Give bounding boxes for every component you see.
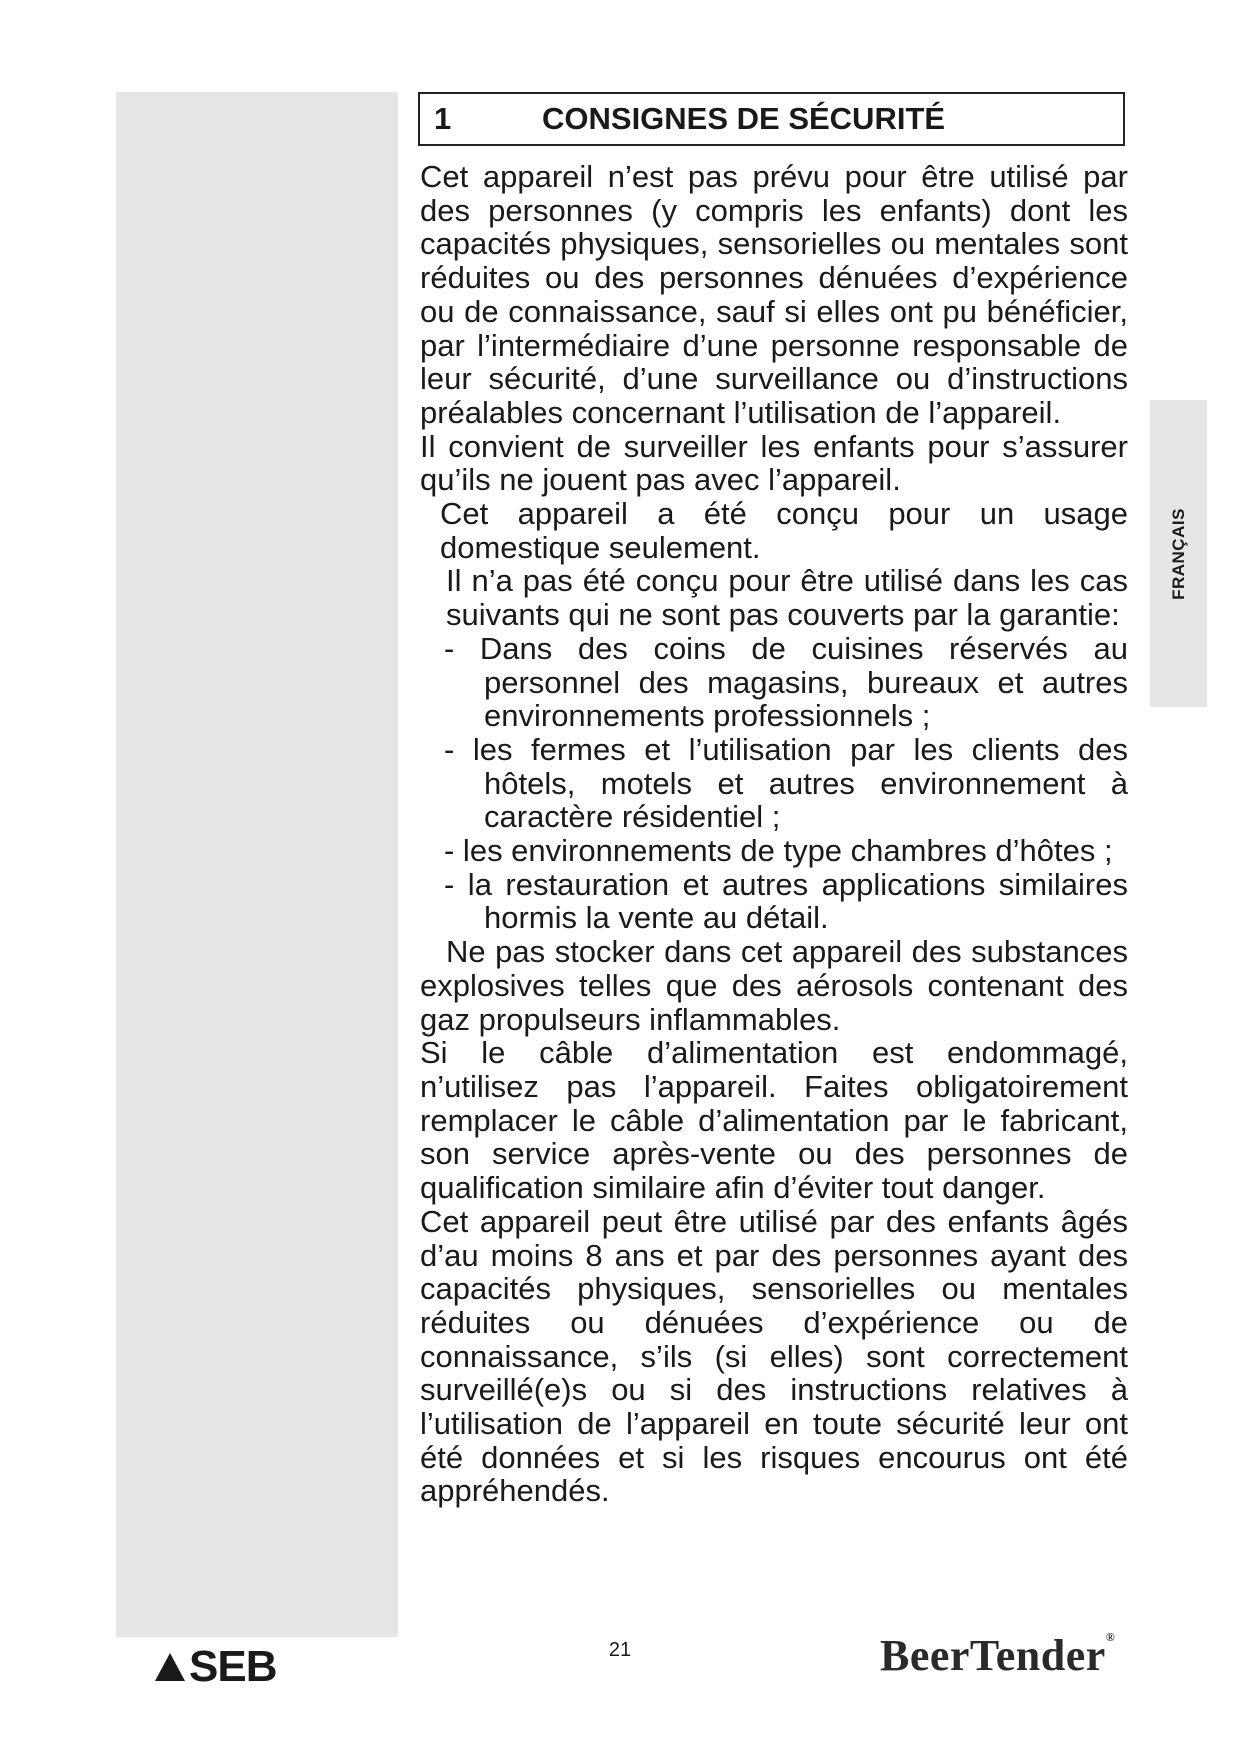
section-heading xyxy=(418,92,1125,146)
paragraph-6: Si le câble d’alimentation est endommagé, n’utilisez pas l’appareil. Faites obligatoirement remplacer le câble d’alimentation par le fabricant, son service après-vente ou des personnes de qualification similaire afin d’éviter tout danger. xyxy=(420,1035,1128,1206)
left-sidebar-panel xyxy=(116,92,398,1637)
registered-mark-icon: ® xyxy=(1105,1630,1116,1644)
beertender-logo-text: BeerTender xyxy=(880,1631,1106,1680)
paragraph-5: Ne pas stocker dans cet appareil des substances explosives telles que des aérosols contenant des gaz propulseurs inflammables. xyxy=(420,934,1128,1037)
paragraph-4: Il n’a pas été conçu pour être utilisé dans les cas suivants qui ne sont pas couverts par la garantie: xyxy=(446,563,1128,633)
language-tab-label: FRANÇAIS xyxy=(1168,507,1188,600)
page-number: 21 xyxy=(608,1639,632,1661)
section-title: CONSIGNES DE SÉCURITÉ xyxy=(542,101,946,136)
seb-triangle-icon xyxy=(155,1653,185,1681)
list-item-4: - la restauration et autres applications similaires hormis la vente au détail. xyxy=(444,866,1128,936)
list-item-2: - les fermes et l’utilisation par les clients des hôtels, motels et autres environnement à caractère résidentiel ; xyxy=(444,731,1128,835)
list-item-3: - les environnements de type chambres d’hôtes ; xyxy=(444,833,1113,869)
list-item-1: - Dans des coins de cuisines réservés au personnel des magasins, bureaux et autres environnements professionnels ; xyxy=(444,630,1128,734)
safety-instructions xyxy=(420,160,1128,1508)
seb-logo-text: SEB xyxy=(189,1642,277,1691)
paragraph-3: Cet appareil a été conçu pour un usage domestique seulement. xyxy=(440,496,1128,565)
paragraph-7: Cet appareil peut être utilisé par des enfants âgés d’au moins 8 ans et par des personnes ayant des capacités physiques, sensorielles ou mentales réduites ou dénuées d’expérience ou de connaissance, s’ils (si elles) sont correctement surveillé(e)s ou si des instructions relatives à l’utilisation de l’appareil en toute sécurité leur ont été données et si les risques encourus ont été appréhendés. xyxy=(420,1203,1128,1509)
paragraph-2: Il convient de surveiller les enfants pour s’assurer qu’ils ne jouent pas avec l’appareil. xyxy=(420,428,1128,498)
beertender-logo xyxy=(880,1630,1115,1681)
paragraph-1: Cet appareil n’est pas prévu pour être utilisé par des personnes (y compris les enfants) dont les capacités physiques, sensorielles ou mentales sont réduites ou des personnes dénuées d’expérience ou de connaissance, sauf si elles ont pu bénéficier, par l’intermédiaire d’une personne responsable de leur sécurité, d’une surveillance ou d’instructions préalables concernant l’utilisation de l’appareil. xyxy=(420,159,1128,430)
language-tab xyxy=(1150,400,1207,707)
section-number: 1 xyxy=(434,101,452,136)
seb-logo xyxy=(155,1642,277,1691)
